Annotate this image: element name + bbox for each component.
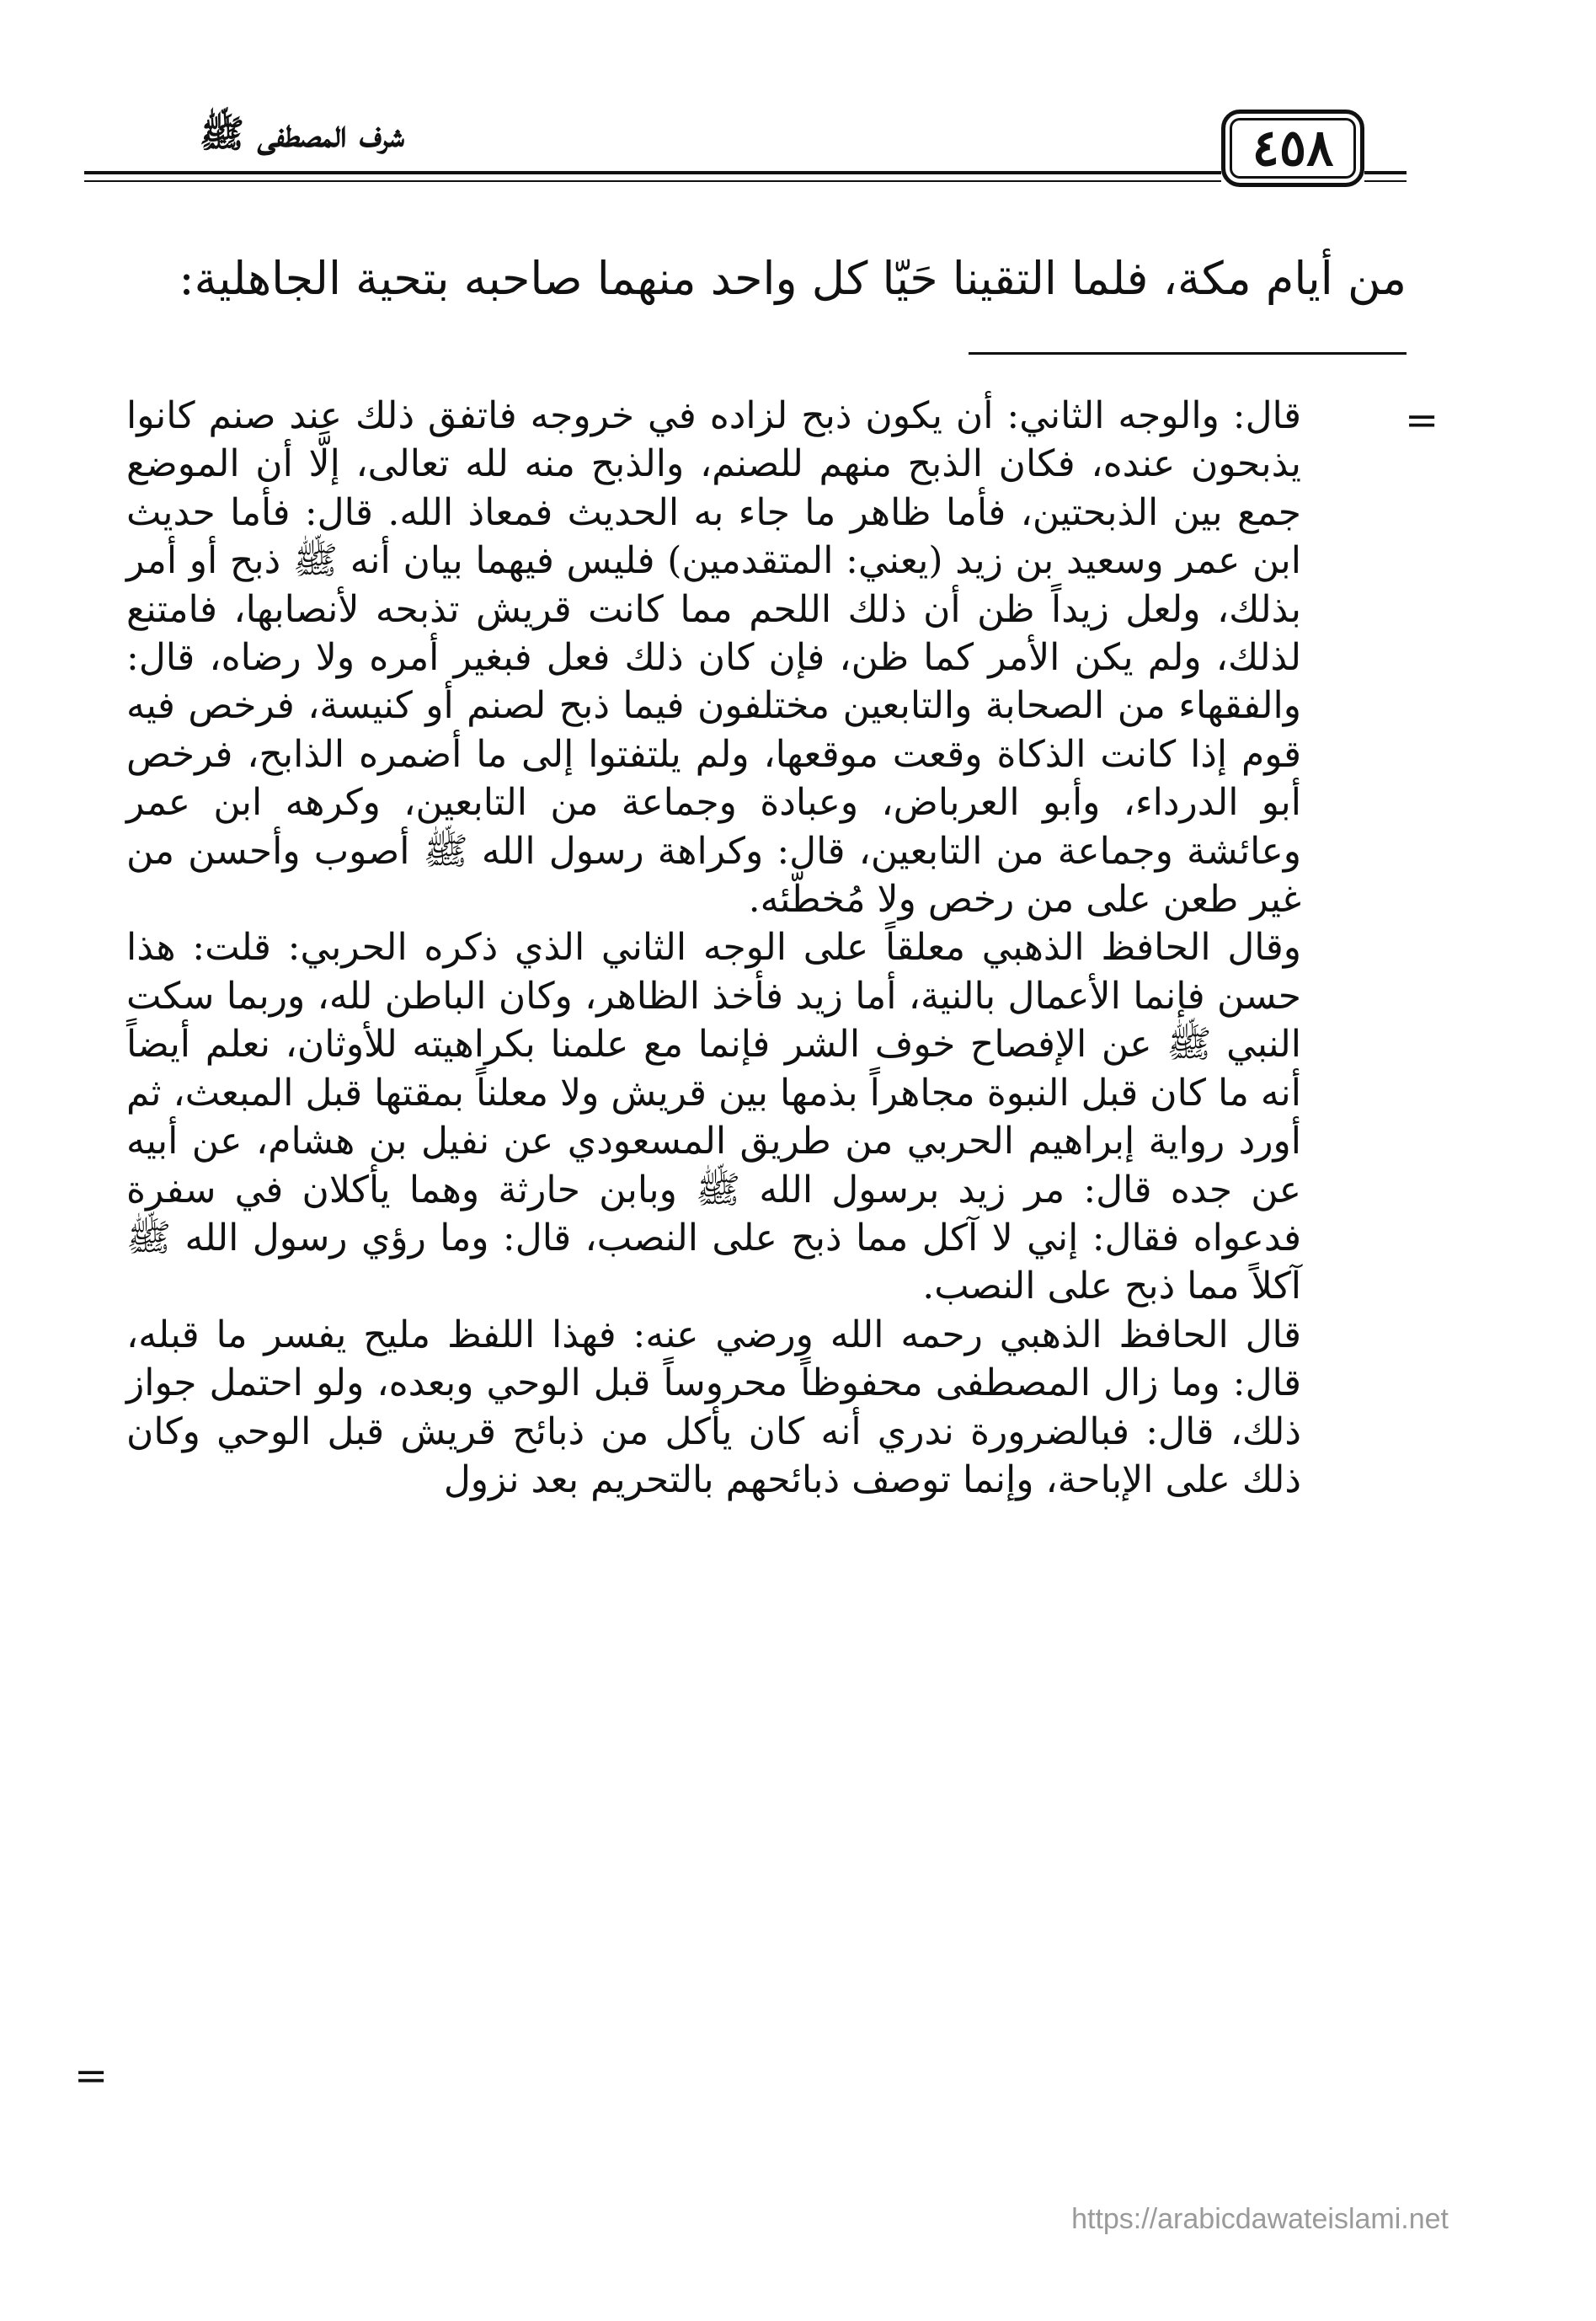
page-number: ٤٥٨ (1221, 110, 1364, 187)
header-rule-right (1364, 171, 1407, 174)
header-rule-right-thin (1364, 180, 1407, 182)
footnote-paragraph: قال الحافظ الذهبي رحمه الله ورضي عنه: فهذا اللفظ مليح يفسر ما قبله، قال: وما زال المصطفى محفوظاً محروساً قبل الوحي وبعده، ولو احتمل جواز ذلك، قال: فبالضرورة ندري أنه كان يأكل من ذبائح قريش قبل الوحي وكان ذلك على الإباحة، وإنما توصف ذبائحهم بالتحريم بعد نزول (126, 1313, 1301, 1501)
footnote-separator (969, 352, 1407, 355)
footnote-paragraph: وقال الحافظ الذهبي معلقاً على الوجه الثاني الذي ذكره الحربي: قلت: هذا حسن فإنما الأعمال بالنية، أما زيد فأخذ الظاهر، وكان الباطن لله، وربما سكت النبي ﷺ عن الإفصاح خوف الشر فإنما مع علمنا بكراهيته للأوثان، نعلم أيضاً أنه ما كان قبل النبوة مجاهراً بذمها بين قريش ولا معلناً بمقتها قبل المبعث، ثم أورد رواية إبراهيم الحربي من طريق المسعودي عن نفيل بن هشام، عن أبيه عن جده قال: مر زيد برسول الله ﷺ وبابن حارثة وهما يأكلان في سفرة فدعواه فقال: إني لا آكل مما ذبح على النصب، قال: وما رؤي رسول الله ﷺ آكلاً مما ذبح على النصب. (126, 926, 1301, 1308)
footnote-paragraph: قال: والوجه الثاني: أن يكون ذبح لزاده في خروجه فاتفق ذلك عند صنم كانوا يذبحون عنده، فكان الذبح منهم للصنم، والذبح منه لله تعالى، إلَّا أن الموضع جمع بين الذبحتين، فأما ظاهر ما جاء به الحديث فمعاذ الله. قال: فأما حديث ابن عمر وسعيد بن زيد (يعني: المتقدمين) فليس فيهما بيان أنه ﷺ ذبح أو أمر بذلك، ولعل زيداً ظن أن ذلك اللحم مما كانت قريش تذبحه لأنصابها، فامتنع لذلك، ولم يكن الأمر كما ظن، فإن كان ذلك فعل فبغير أمره ولا رضاه، قال: والفقهاء من الصحابة والتابعين مختلفون فيما ذبح لصنم أو كنيسة، فرخص فيه قوم إذا كانت الذكاة وقعت موقعها، ولم يلتفتوا إلى ما أضمره الذابح، فرخص أبو الدرداء، وأبو العرباض، وعبادة وجماعة من التابعين، وكرهه ابن عمر وعائشة وجماعة من التابعين، قال: وكراهة رسول الله ﷺ أصوب وأحسن من غير طعن على من رخص ولا مُخطّئه. (126, 394, 1301, 922)
main-text-line: من أيام مكة، فلما التقينا حَيّا كل واحد منهما صاحبه بتحية الجاهلية: (179, 252, 1407, 305)
header-title: شرف المصطفى ﷺ (199, 113, 404, 156)
header-rule-left (84, 171, 1221, 174)
continuation-mark-end: = (74, 2052, 109, 2099)
footnote-block (126, 392, 1301, 1504)
watermark-url: https://arabicdawateislami.net (1071, 2203, 1449, 2235)
continuation-mark-start: = (1405, 397, 1439, 444)
header-rule-left-thin (84, 180, 1221, 182)
